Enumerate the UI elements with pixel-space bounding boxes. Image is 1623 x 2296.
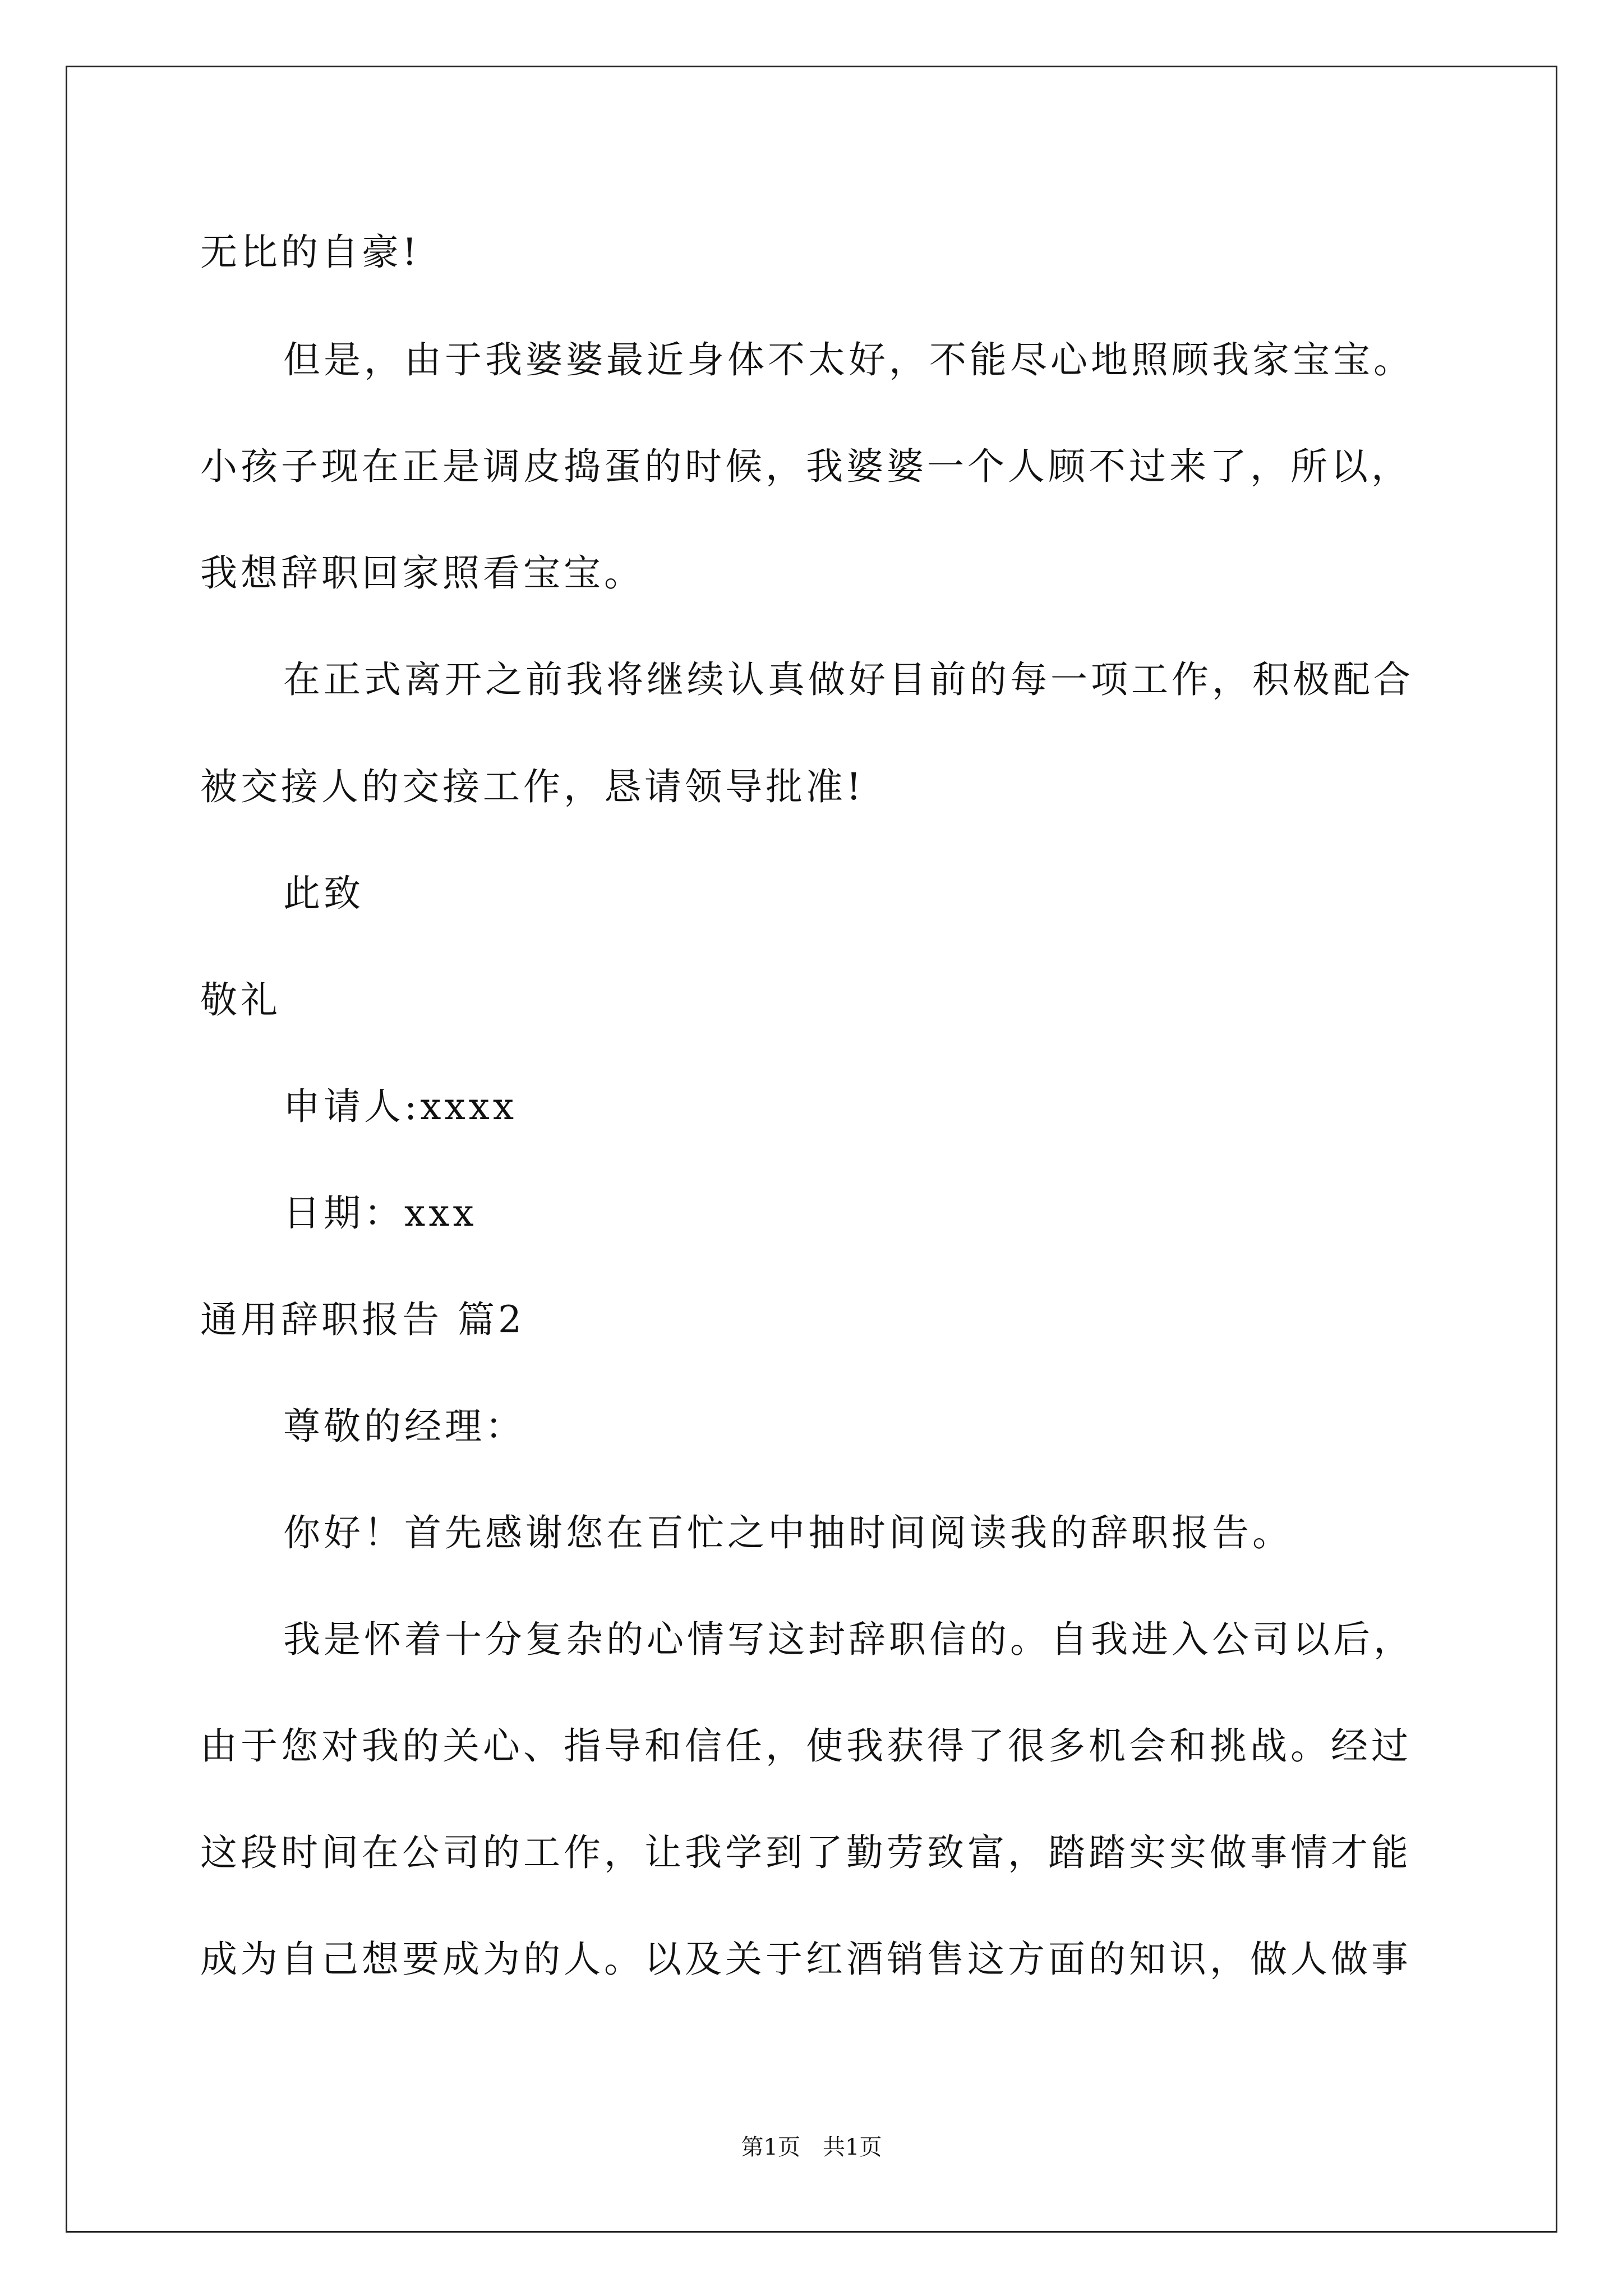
text-line: 被交接人的交接工作，恳请领导批准!	[200, 765, 865, 808]
text-line: 成为自己想要成为的人。以及关于红酒销售这方面的知识，做人做事	[200, 1938, 1412, 1981]
text-line: 这段时间在公司的工作，让我学到了勤劳致富，踏踏实实做事情才能	[200, 1831, 1412, 1874]
text-line: 由于您对我的关心、指导和信任，使我获得了很多机会和挑战。经过	[200, 1724, 1412, 1768]
text-line: 无比的自豪!	[200, 231, 421, 274]
paragraph-line: 在正式离开之前我将继续认真做好目前的每一项工作，积极配合	[283, 658, 1414, 701]
page-border	[66, 66, 1557, 2233]
date-line: 日期：xxx	[283, 1191, 477, 1235]
text-line: 小孩子现在正是调皮捣蛋的时候，我婆婆一个人顾不过来了，所以，	[200, 445, 1412, 488]
greeting-line: 尊敬的经理：	[283, 1405, 525, 1448]
paragraph-line: 你好！首先感谢您在百忙之中抽时间阅读我的辞职报告。	[283, 1511, 1293, 1554]
paragraph-line: 但是，由于我婆婆最近身体不太好，不能尽心地照顾我家宝宝。	[283, 338, 1414, 381]
closing-line: 此致	[283, 872, 364, 915]
salutation-line: 敬礼	[200, 978, 281, 1022]
applicant-line: 申请人:xxxx	[283, 1085, 518, 1128]
section-title: 通用辞职报告 篇2	[200, 1298, 525, 1341]
paragraph-line: 我是怀着十分复杂的心情写这封辞职信的。自我进入公司以后，	[283, 1618, 1414, 1661]
page-footer: 第1页 共1页	[741, 2134, 882, 2160]
text-line: 我想辞职回家照看宝宝。	[200, 551, 644, 595]
